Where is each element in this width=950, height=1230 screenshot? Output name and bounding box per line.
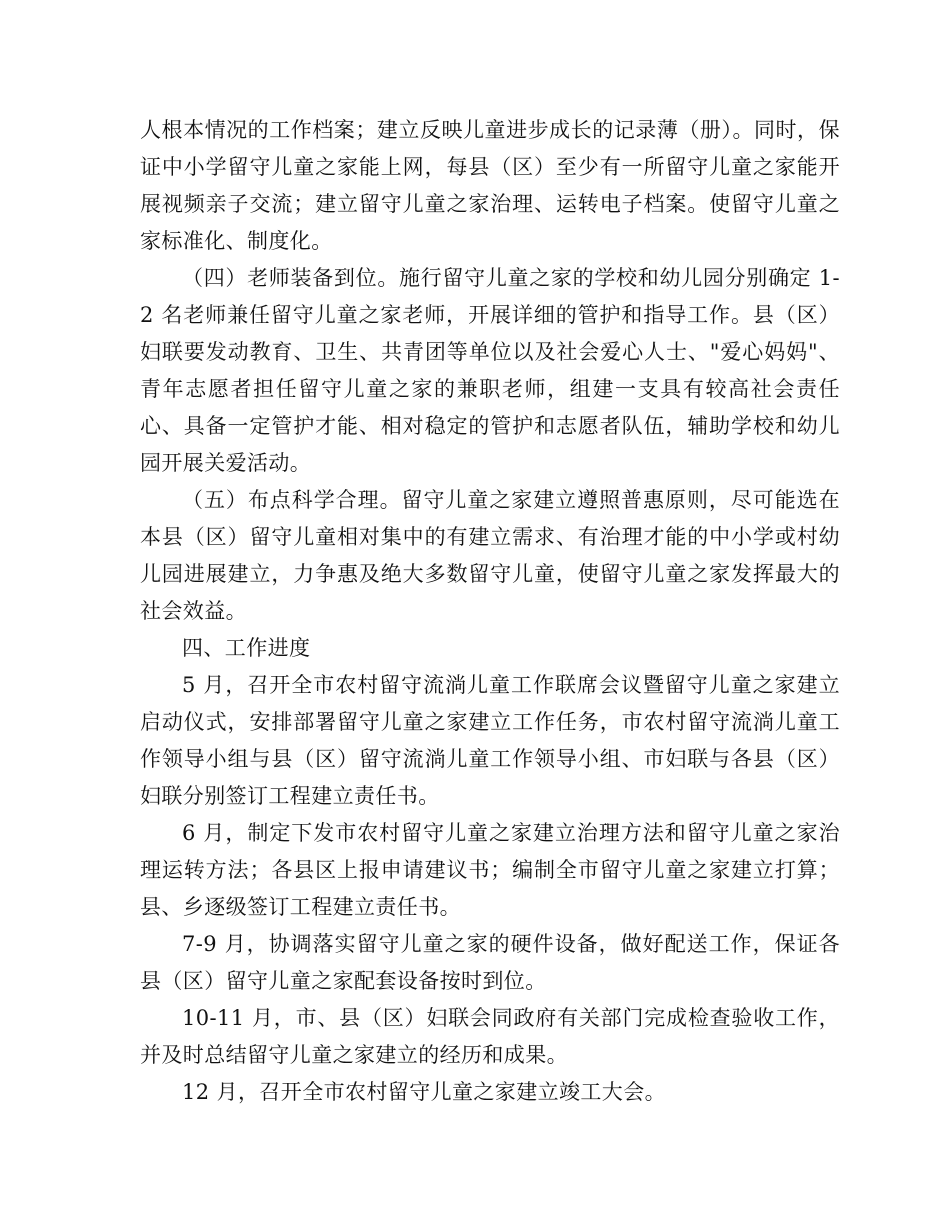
paragraph-october-november: 10-11 月，市、县（区）妇联会同政府有关部门完成检查验收工作，并及时总结留守儿童之家建立的经历和成果。 <box>140 1006 840 1067</box>
paragraph-july-september: 7-9 月，协调落实留守儿童之家的硬件设备，做好配送工作，保证各县（区）留守儿童之家配套设备按时到位。 <box>140 932 840 993</box>
paragraph-teachers-in-place: （四）老师装备到位。施行留守儿童之家的学校和幼儿园分别确定 1-2 名老师兼任留守儿童之家老师，开展详细的管护和指导工作。县（区）妇联要发动教育、卫生、共青团等单位以及社会爱心人士、"爱心妈妈"、青年志愿者担任留守儿童之家的兼职老师，组建一支具有较高社会责任心、具备一定管护才能、相对稳定的管护和志愿者队伍，辅助学校和幼儿园开展关爱活动。 <box>140 266 840 475</box>
paragraph-june: 6 月，制定下发市农村留守儿童之家建立治理方法和留守儿童之家治理运转方法；各县区上报申请建议书；编制全市留守儿童之家建立打算；县、乡逐级签订工程建立责任书。 <box>140 821 840 919</box>
document-body <box>140 112 840 1111</box>
section-heading-work-progress: 四、工作进度 <box>182 636 311 660</box>
paragraph-may: 5 月，召开全市农村留守流淌儿童工作联席会议暨留守儿童之家建立启动仪式，安排部署留守儿童之家建立工作任务，市农村留守流淌儿童工作领导小组与县（区）留守流淌儿童工作领导小组、市妇联与各县（区）妇联分别签订工程建立责任书。 <box>140 673 840 808</box>
paragraph-december: 12 月，召开全市农村留守儿童之家建立竣工大会。 <box>182 1080 666 1104</box>
paragraph-archives-continued: 人根本情况的工作档案；建立反映儿童进步成长的记录薄（册）。同时，保证中小学留守儿童之家能上网，每县（区）至少有一所留守儿童之家能开展视频亲子交流；建立留守儿童之家治理、运转电子档案。使留守儿童之家标准化、制度化。 <box>140 118 840 253</box>
paragraph-site-layout: （五）布点科学合理。留守儿童之家建立遵照普惠原则，尽可能选在本县（区）留守儿童相对集中的有建立需求、有治理才能的中小学或村幼儿园进展建立，力争惠及绝大多数留守儿童，使留守儿童之家发挥最大的社会效益。 <box>140 488 840 623</box>
